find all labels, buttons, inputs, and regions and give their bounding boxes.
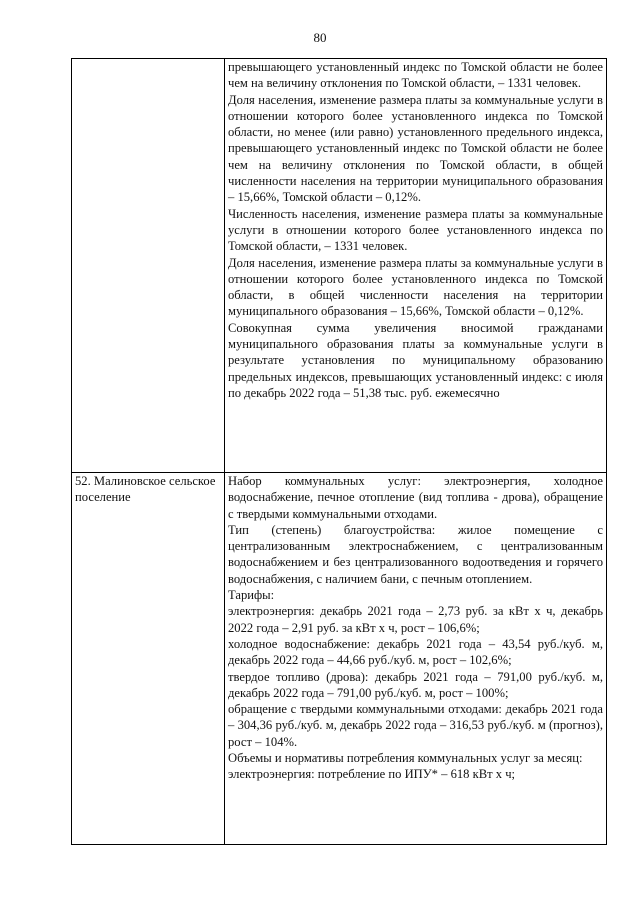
paragraph: Численность населения, изменение размера платы за коммунальные услуги в отношении которого более установленного индекса по Томской области, – 1331 человек. bbox=[228, 206, 603, 254]
paragraph: Набор коммунальных услуг: электроэнергия, холодное водоснабжение, печное отопление (вид топлива - дрова), обращение с твердыми коммунальными отходами. bbox=[228, 474, 603, 521]
paragraph: электроэнергия: декабрь 2021 года – 2,73 руб. за кВт х ч, декабрь 2022 года – 2,91 руб. за кВт х ч, рост – 106,6%; bbox=[228, 604, 603, 635]
municipality-cell: 52. Малиновское сельское поселение bbox=[72, 473, 225, 845]
paragraph: Тип (степень) благоустройства: жилое помещение с централизованным электроснабжением, с централизованным водоснабжением и без централизованного водоотведения и горячего водоснабжения, с наличием бани, с печным отоплением. bbox=[228, 522, 603, 586]
paragraph: твердое топливо (дрова): декабрь 2021 года – 791,00 руб./куб. м, декабрь 2022 года – 791,00 руб./куб. м, рост – 100%; bbox=[228, 669, 603, 700]
paragraph: Доля населения, изменение размера платы за коммунальные услуги в отношении которого более установленного индекса по Томской области, в общей численности населения на территории муниципального образования – 15,66%, Томской области – 0,12%. bbox=[228, 255, 603, 319]
paragraph: электроэнергия: потребление по ИПУ* – 618 кВт х ч; bbox=[228, 767, 516, 782]
paragraph: Тарифы: bbox=[228, 588, 275, 603]
table-row bbox=[72, 59, 607, 473]
paragraph: Доля населения, изменение размера платы за коммунальные услуги в отношении которого более установленного индекса по Томской области, но менее (или равно) установленного предельного индекса, превышающего установленный индекс по Томской области не более чем на величину отклонения по Томской области, в общей численности населения на территории муниципального образования – 15,66%, Томской области – 0,12%. bbox=[228, 92, 603, 205]
paragraph: Совокупная сумма увеличения вносимой гражданами муниципального образования платы за коммунальные услуги в результате установления по муниципальному образованию предельных индексов, превышающих установленный индекс: с июля по декабрь 2022 года – 51,38 тыс. руб. ежемесячно bbox=[228, 320, 603, 400]
page-number: 80 bbox=[313, 30, 327, 45]
paragraph: превышающего установленный индекс по Томской области не более чем на величину отклонения по Томской области, – 1331 человек. bbox=[228, 60, 603, 91]
description-cell bbox=[225, 473, 607, 845]
paragraph: холодное водоснабжение: декабрь 2021 года – 43,54 руб./куб. м, декабрь 2022 года – 44,66 руб./куб. м, рост – 102,6%; bbox=[228, 636, 603, 668]
description-cell bbox=[225, 59, 607, 473]
municipality-cell bbox=[72, 59, 225, 473]
paragraph: Объемы и нормативы потребления коммунальных услуг за месяц: bbox=[228, 751, 583, 766]
table-row bbox=[72, 473, 607, 845]
document-table bbox=[71, 58, 607, 845]
paragraph: обращение с твердыми коммунальными отходами: декабрь 2021 года – 304,36 руб./куб. м, декабрь 2022 года – 316,53 руб./куб. м (прогноз), рост – 104%. bbox=[228, 702, 603, 749]
